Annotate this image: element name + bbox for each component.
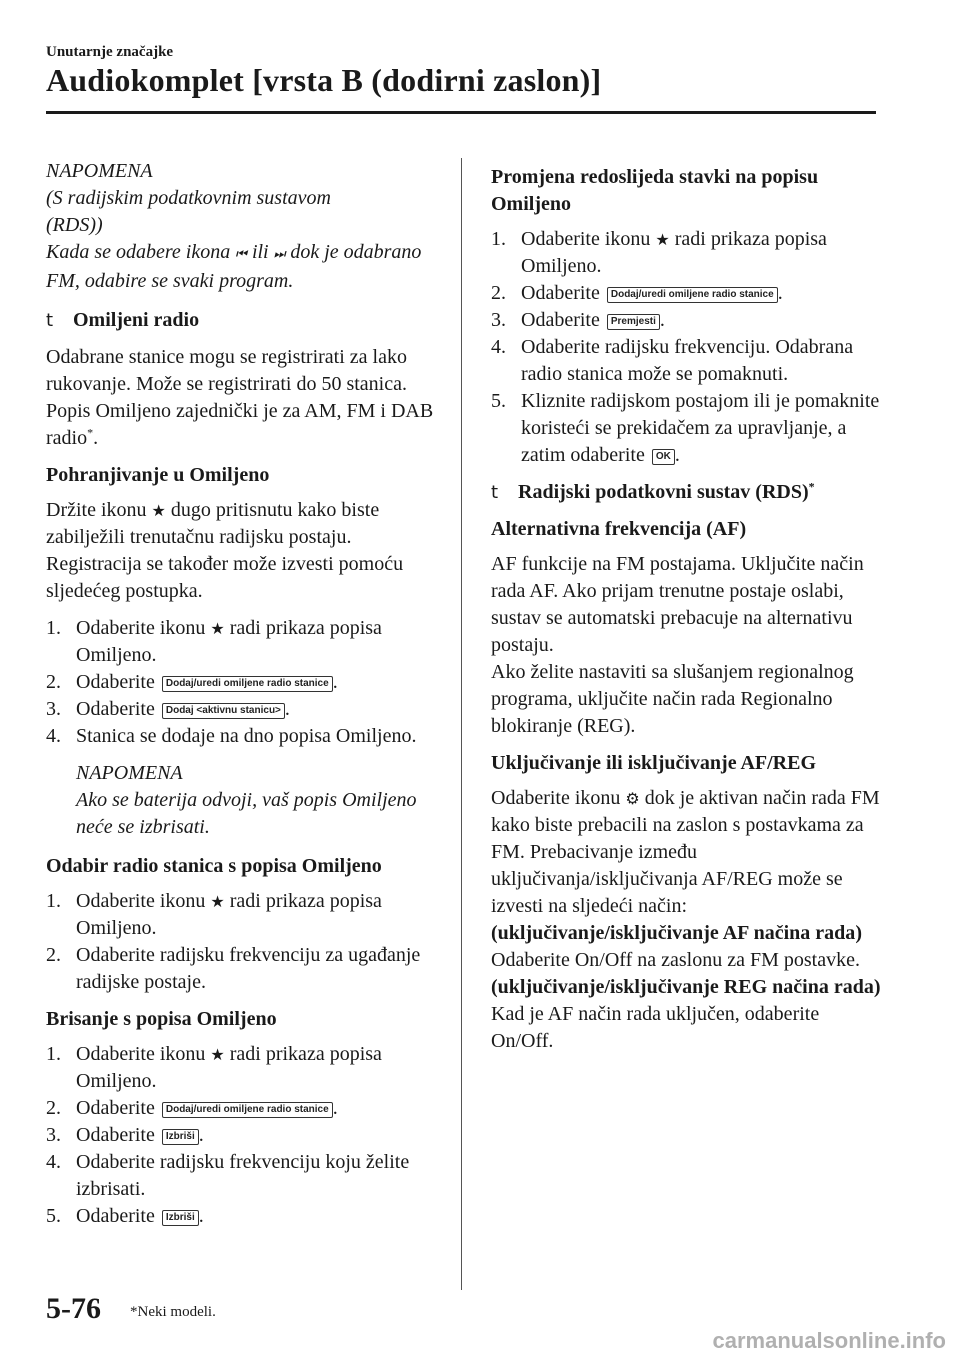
add-current-station-button[interactable]: Dodaj <aktivnu stanicu> xyxy=(162,703,285,719)
right-column xyxy=(491,158,881,1055)
move-button[interactable]: Premjesti xyxy=(607,314,660,330)
note-battery: NAPOMENA Ako se baterija odvoji, vaš popis Omiljeno neće se izbrisati. xyxy=(76,762,417,838)
delete-button[interactable]: Izbriši xyxy=(162,1210,199,1226)
list-item: 2. Odaberite radijsku frekvenciju za ugađanje radijske postaje. xyxy=(46,944,421,993)
note-rds xyxy=(46,158,436,295)
note-subtitle: (S radijskim podatkovnim sustavom xyxy=(46,187,331,209)
subheading-select: Odabir radio stanica s popisa Omiljeno xyxy=(46,855,382,877)
heading-rds: t Radijski podatkovni sustav (RDS)* xyxy=(491,479,881,506)
add-edit-favorites-button[interactable]: Dodaj/uredi omiljene radio stanice xyxy=(162,1102,333,1118)
subheading-store: Pohranjivanje u Omiljeno xyxy=(46,464,270,486)
af-text-regional: Ako želite nastaviti sa slušanjem regionalnog programa, uključite način rada Regionalno blokiranje (REG). xyxy=(491,661,854,737)
seek-back-icon: ⏮ xyxy=(235,247,247,262)
list-item: 4. Stanica se dodaje na dno popisa Omiljeno. xyxy=(46,725,417,747)
af-mode-label: (uključivanje/isključivanje AF načina rada) xyxy=(491,922,862,944)
list-item: 3. Odaberite Izbriši . xyxy=(46,1124,204,1146)
star-icon: ★ xyxy=(210,619,225,638)
list-item: 4. Odaberite radijsku frekvenciju. Odabrana radio stanica može se pomaknuti. xyxy=(491,336,854,385)
note-text: Kada se odabere ikona ⏮ ili ⏭ dok je odabrano FM, odabire se svaki program. xyxy=(46,241,422,292)
add-edit-favorites-button[interactable]: Dodaj/uredi omiljene radio stanice xyxy=(162,676,333,692)
star-icon: ★ xyxy=(210,1045,225,1064)
page-number: 5-76 xyxy=(46,1292,101,1325)
list-item: 1. Odaberite ikonu ★ radi prikaza popisa Omiljeno. xyxy=(46,1043,382,1092)
afreg-text: Odaberite ikonu ⚙ dok je aktivan način rada FM kako biste prebacili na zaslon s postavkama za FM. Prebacivanje između uključivanja/isključivanja AF/REG može se izvesti na sljedeći način: xyxy=(491,787,880,917)
section-label: Unutarnje značajke xyxy=(46,44,174,60)
af-text: AF funkcije na FM postajama. Uključite način rada AF. Ako prijam trenutne postaje oslabi, sustav se automatski prebacuje na alternativu postaju. xyxy=(491,553,864,656)
add-edit-favorites-button[interactable]: Dodaj/uredi omiljene radio stanice xyxy=(607,287,778,303)
list-item: 4. Odaberite radijsku frekvenciju koju želite izbrisati. xyxy=(46,1151,410,1200)
select-steps xyxy=(46,888,436,996)
subheading-af: Alternativna frekvencija (AF) xyxy=(491,518,747,540)
list-item: 1. Odaberite ikonu ★ radi prikaza popisa Omiljeno. xyxy=(46,890,382,939)
star-icon: ★ xyxy=(151,501,166,520)
list-item: 3. Odaberite Premjesti . xyxy=(491,309,665,331)
list-item: 5. Kliznite radijskom postajom ili je pomaknite koristeći se prekidačem za upravljanje, a zatim odaberite OK . xyxy=(491,390,880,466)
reg-mode-text: Kad je AF način rada uključen, odaberite On/Off. xyxy=(491,1003,820,1052)
seek-forward-icon: ⏭ xyxy=(273,247,286,262)
heading-marker-icon: t xyxy=(491,482,499,503)
page-title: Audiokomplet [vrsta B (dodirni zaslon)] xyxy=(46,62,602,98)
footnote: *Neki modeli. xyxy=(130,1304,216,1320)
star-icon: ★ xyxy=(210,892,225,911)
store-steps xyxy=(46,615,436,750)
column-divider xyxy=(461,158,462,1290)
list-item: 2. Odaberite Dodaj/uredi omiljene radio stanice . xyxy=(46,671,338,693)
af-mode-text: Odaberite On/Off na zaslonu za FM postavke. xyxy=(491,949,860,971)
favorites-intro: Odabrane stanice mogu se registrirati za lako rukovanje. Može se registrirati do 50 stanica. Popis Omiljeno zajednički je za AM, FM i DAB radio*. xyxy=(46,346,434,449)
reorder-steps xyxy=(491,226,881,469)
delete-steps xyxy=(46,1041,436,1230)
list-item: 2. Odaberite Dodaj/uredi omiljene radio stanice . xyxy=(491,282,783,304)
reg-mode-label: (uključivanje/isključivanje REG načina rada) xyxy=(491,976,881,998)
list-item: 1. Odaberite ikonu ★ radi prikaza popisa Omiljeno. xyxy=(46,617,382,666)
subheading-reorder: Promjena redoslijeda stavki na popisu Omiljeno xyxy=(491,166,819,215)
star-icon: ★ xyxy=(655,230,670,249)
gear-icon: ⚙ xyxy=(625,789,640,808)
subheading-delete: Brisanje s popisa Omiljeno xyxy=(46,1008,277,1030)
note-label: NAPOMENA xyxy=(46,160,153,182)
store-text: Držite ikonu ★ dugo pritisnutu kako biste zabilježili trenutačnu radijsku postaju. Registracija se također može izvesti pomoću sljedećeg postupka. xyxy=(46,499,404,602)
heading-marker-icon: t xyxy=(46,310,54,331)
subheading-afreg: Uključivanje ili isključivanje AF/REG xyxy=(491,752,817,774)
list-item: 3. Odaberite Dodaj <aktivnu stanicu> . xyxy=(46,698,290,720)
ok-button[interactable]: OK xyxy=(652,449,675,465)
watermark: carmanualsonline.info xyxy=(712,1328,946,1353)
delete-button[interactable]: Izbriši xyxy=(162,1129,199,1145)
list-item: 1. Odaberite ikonu ★ radi prikaza popisa Omiljeno. xyxy=(491,228,827,277)
left-column xyxy=(46,158,436,1240)
heading-favorites: t Omiljeni radio xyxy=(46,307,436,334)
note-subtitle: (RDS)) xyxy=(46,214,103,236)
title-rule xyxy=(46,111,876,114)
list-item: 2. Odaberite Dodaj/uredi omiljene radio stanice . xyxy=(46,1097,338,1119)
list-item: 5. Odaberite Izbriši . xyxy=(46,1205,204,1227)
